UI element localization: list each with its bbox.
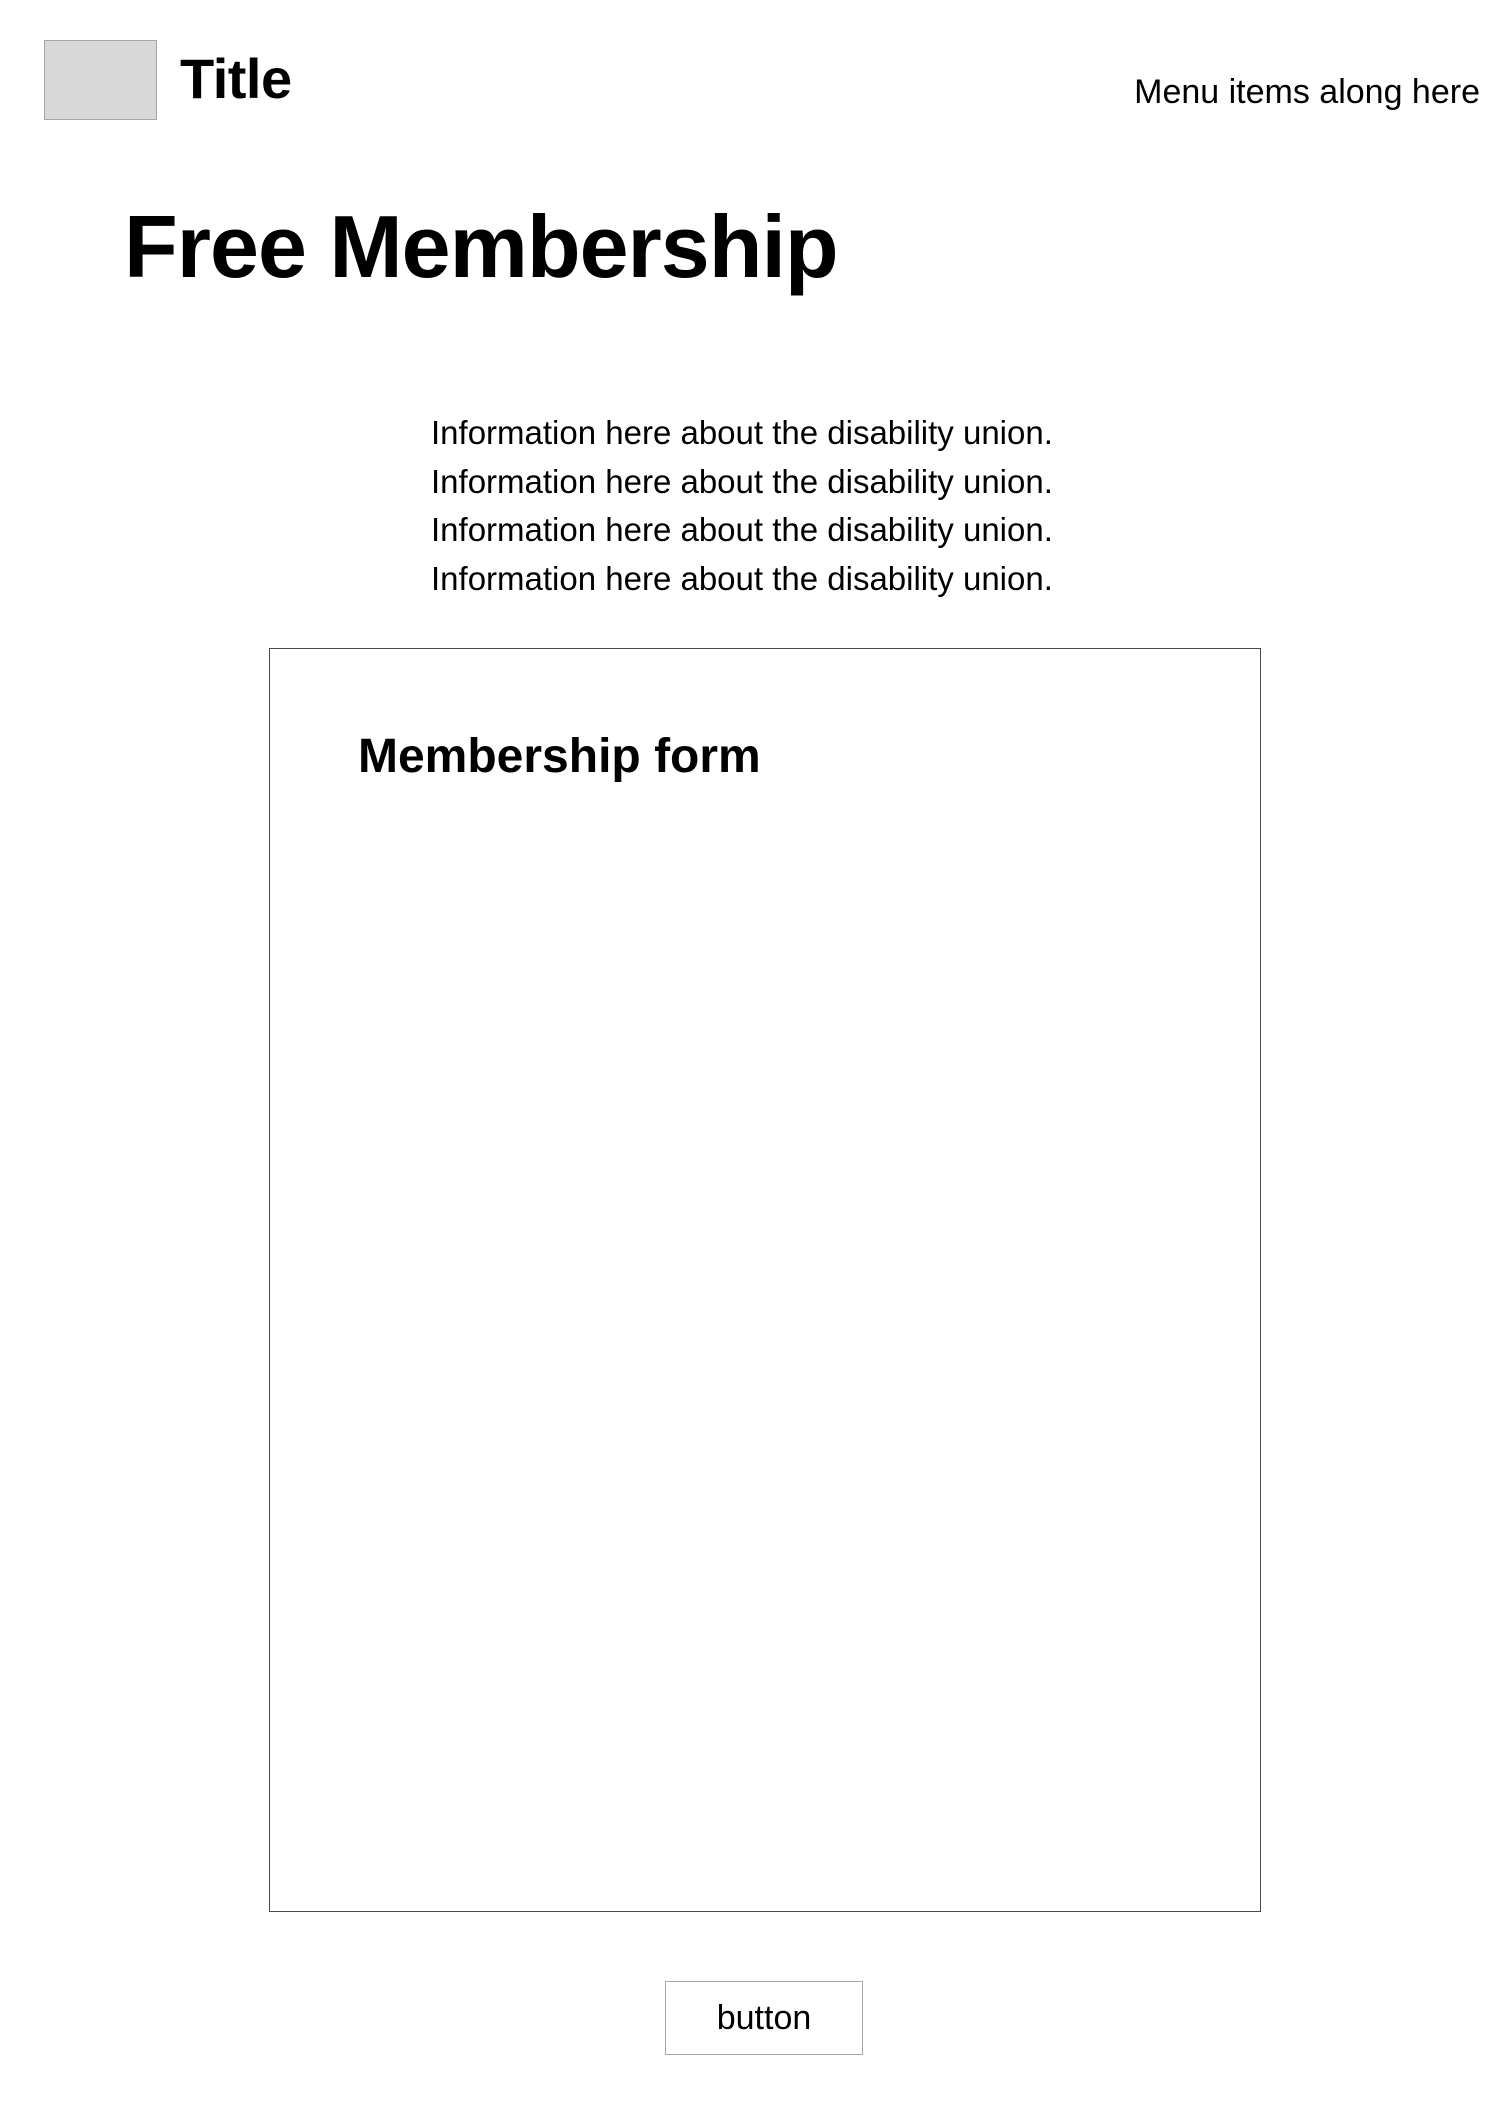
submit-button[interactable]: button	[665, 1981, 863, 2055]
info-line: Information here about the disability union.	[431, 559, 1053, 597]
form-title: Membership form	[358, 730, 761, 783]
logo-placeholder-icon[interactable]	[44, 40, 157, 120]
site-title[interactable]: Title	[180, 47, 292, 110]
info-line: Information here about the disability union.	[431, 414, 1053, 451]
membership-form-panel	[269, 648, 1261, 1912]
info-text	[431, 409, 1053, 603]
menu-items[interactable]: Menu items along here	[1134, 73, 1480, 111]
info-line: Information here about the disability union.	[431, 511, 1053, 548]
info-line: Information here about the disability union.	[431, 462, 1053, 500]
page-title: Free Membership	[124, 197, 838, 296]
